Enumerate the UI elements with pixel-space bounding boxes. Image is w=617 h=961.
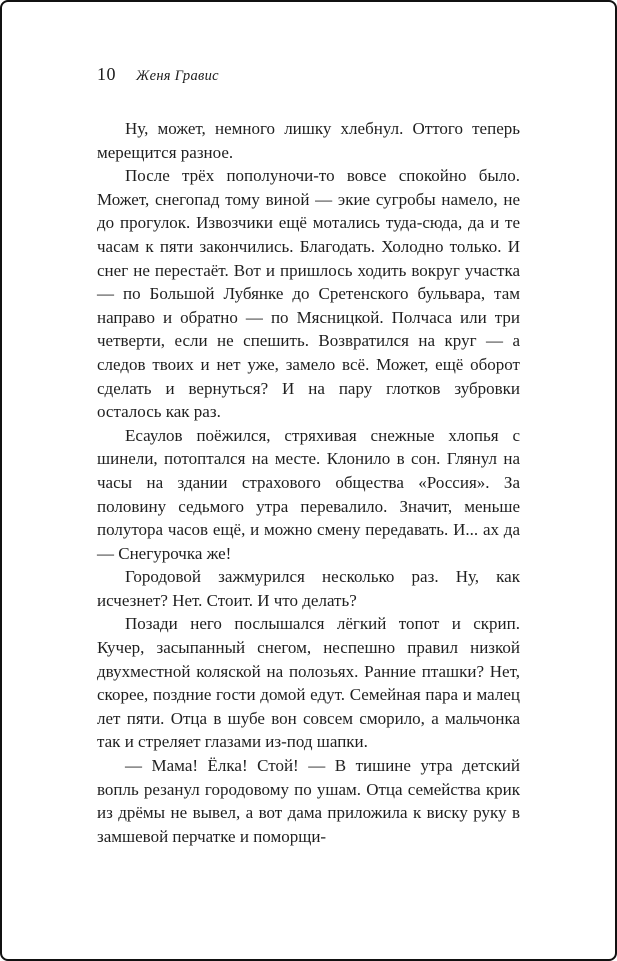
page-content-area <box>97 64 520 919</box>
body-text <box>97 117 520 848</box>
paragraph: Городовой зажмурился несколько раз. Ну, как исчезнет? Нет. Стоит. И что делать? <box>97 567 520 610</box>
page-header <box>97 64 520 85</box>
paragraph: — Мама! Ёлка! Стой! — В тишине утра детский вопль резанул городовому по ушам. Отца семейства крик из дрёмы не вывел, а вот дама приложила к виску руку в замшевой перчатке и поморщи- <box>97 756 520 846</box>
paragraph: Ну, может, немного лишку хлебнул. Оттого теперь мерещится разное. <box>97 119 520 162</box>
running-head-author: Женя Гравис <box>136 68 219 84</box>
paragraph: Есаулов поёжился, стряхивая снежные хлопья с шинели, потоптался на месте. Клонило в сон. Глянул на часы на здании страхового общества «Россия». За половину седьмого утра перевалило. Значит, меньше полутора часов ещё, и можно смену передавать. И... ах да — Снегурочка же! <box>97 425 520 563</box>
paragraph: Позади него послышался лёгкий топот и скрип. Кучер, засыпанный снегом, неспешно правил низкой двухместной коляской на полозьях. Ранние пташки? Нет, скорее, поздние гости домой едут. Семейная пара и малец лет пяти. Отца в шубе вон совсем сморило, а мальчонка так и стреляет глазами из-под шапки. <box>97 614 520 752</box>
page-number: 10 <box>97 64 116 84</box>
paragraph: После трёх пополуночи-то вовсе спокойно было. Может, снегопад тому виной — экие сугробы намело, не до прогулок. Извозчики ещё мотались туда-сюда, да и те часам к пяти закончились. Благодать. Холодно только. И снег не перестаёт. Вот и пришлось ходить вокруг участка — по Большой Лубянке до Сретенского бульвара, там направо и обратно — по Мясницкой. Полчаса или три четверти, если не спешить. Возвратился на круг — а следов твоих и нет уже, замело всё. Может, ещё оборот сделать и вернуться? И на пару глотков зубровки осталось как раз. <box>97 166 520 422</box>
